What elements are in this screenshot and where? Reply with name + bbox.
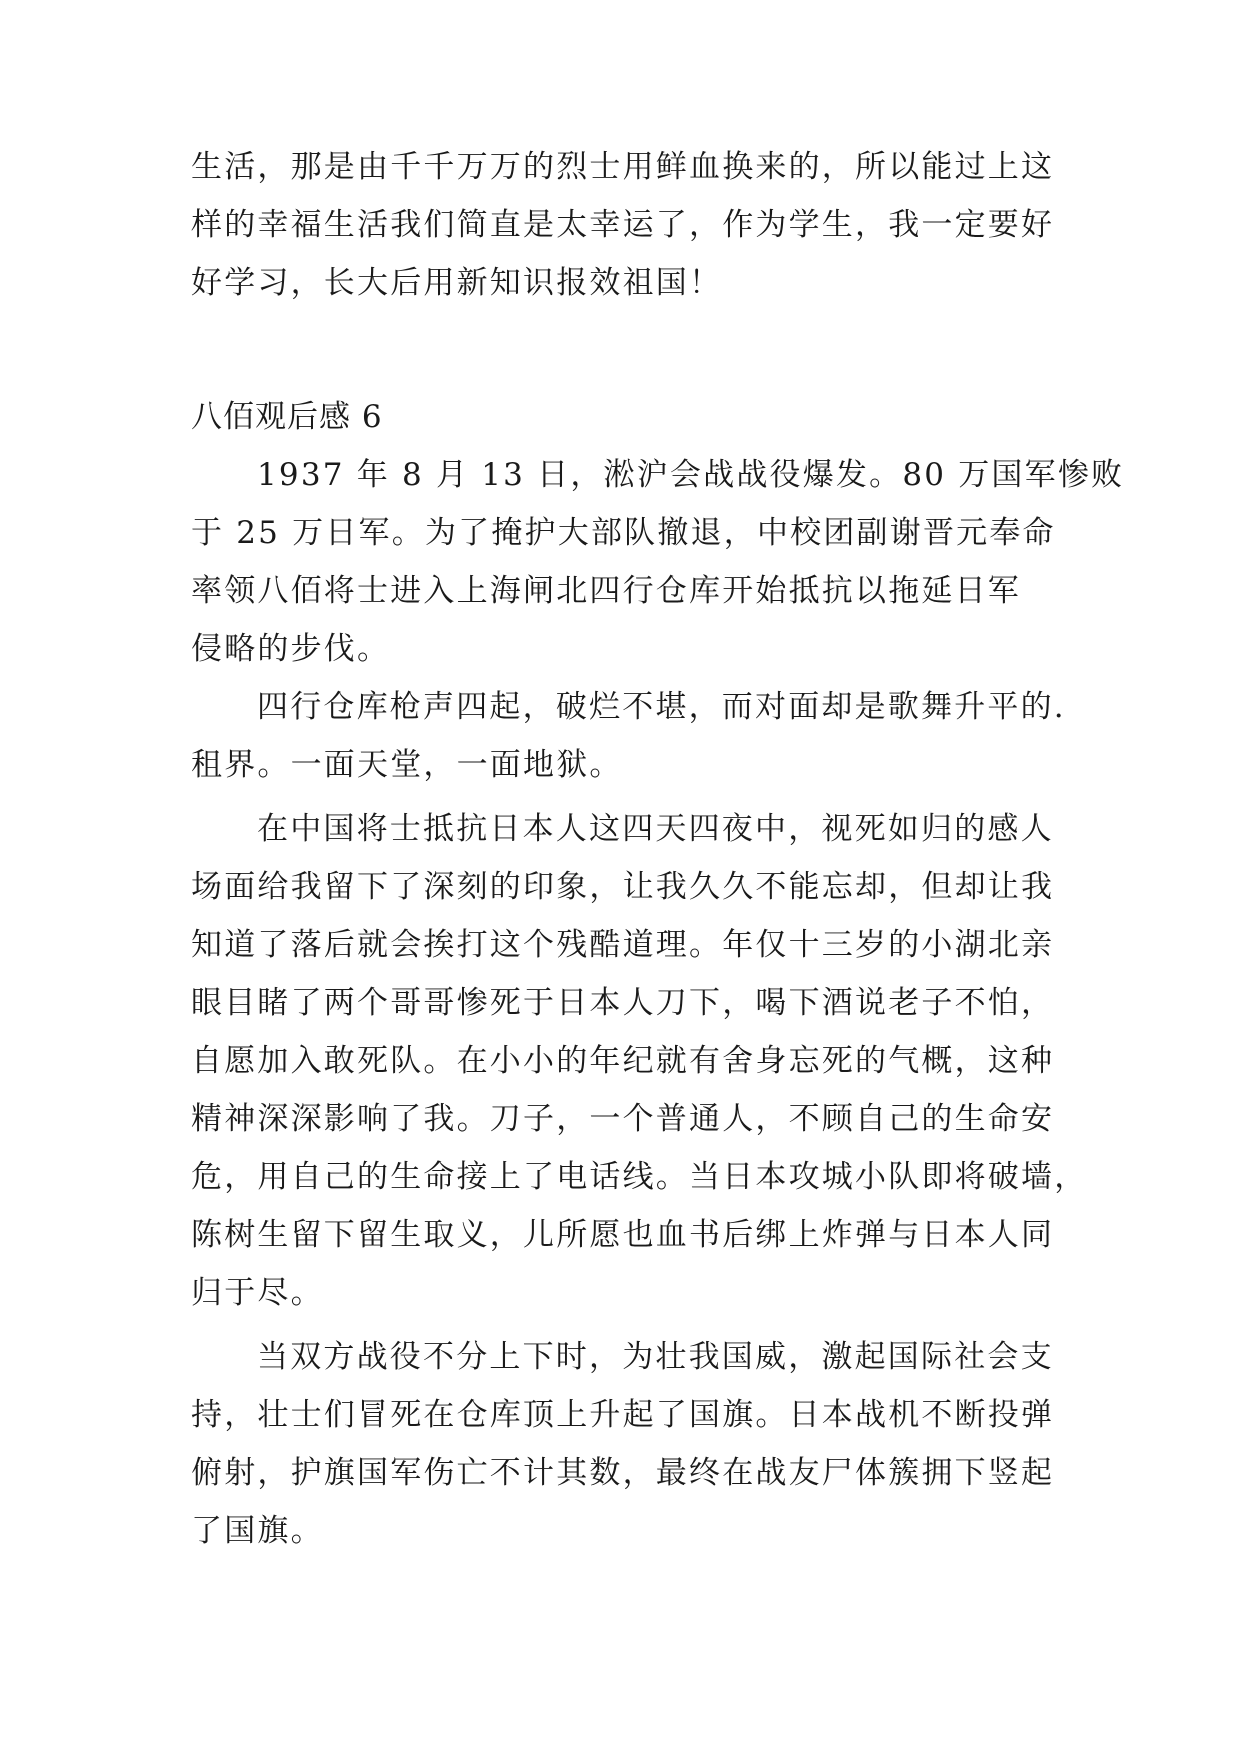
paragraph-line: 持，壮士们冒死在仓库顶上升起了国旗。日本战机不断投弹 [191, 1397, 1055, 1433]
paragraph-line: 率领八佰将士进入上海闸北四行仓库开始抵抗以拖延日军 [191, 573, 1021, 609]
paragraph-line: 在中国将士抵抗日本人这四天四夜中，视死如归的感人 [257, 811, 1054, 847]
paragraph-line: 了国旗。 [191, 1513, 324, 1549]
paragraph-line: 精神深深影响了我。刀子，一个普通人，不顾自己的生命安 [191, 1101, 1055, 1137]
paragraph-line: 危，用自己的生命接上了电话线。当日本攻城小队即将破墙， [191, 1159, 1088, 1195]
paragraph-line: 四行仓库枪声四起，破烂不堪，而对面却是歌舞升平的. [257, 689, 1066, 725]
paragraph-line: 知道了落后就会挨打这个残酷道理。年仅十三岁的小湖北亲 [191, 927, 1055, 963]
paragraph-line: 自愿加入敢死队。在小小的年纪就有舍身忘死的气概，这种 [191, 1043, 1055, 1079]
paragraph-line: 于 25 万日军。为了掩护大部队撤退，中校团副谢晋元奉命 [191, 515, 1056, 551]
paragraph-line: 租界。一面天堂，一面地狱。 [191, 747, 623, 783]
intro-line: 生活，那是由千千万万的烈士用鲜血换来的，所以能过上这 [191, 149, 1055, 185]
paragraph-line: 侵略的步伐。 [191, 631, 391, 667]
section-title: 八佰观后感 6 [191, 399, 383, 435]
paragraph-line: 1937 年 8 月 13 日，淞沪会战战役爆发。80 万国军惨败 [257, 457, 1125, 493]
paragraph-line: 眼目睹了两个哥哥惨死于日本人刀下，喝下酒说老子不怕， [191, 985, 1055, 1021]
paragraph-line: 场面给我留下了深刻的印象，让我久久不能忘却，但却让我 [191, 869, 1055, 905]
intro-line: 样的幸福生活我们简直是太幸运了，作为学生，我一定要好 [191, 207, 1055, 243]
paragraph-line: 归于尽。 [191, 1275, 324, 1311]
intro-line: 好学习，长大后用新知识报效祖国！ [191, 265, 723, 301]
paragraph-line: 俯射，护旗国军伤亡不计其数，最终在战友尸体簇拥下竖起 [191, 1455, 1055, 1491]
paragraph-line: 陈树生留下留生取义，儿所愿也血书后绑上炸弹与日本人同 [191, 1217, 1055, 1253]
paragraph-line: 当双方战役不分上下时，为壮我国威，激起国际社会支 [257, 1339, 1054, 1375]
